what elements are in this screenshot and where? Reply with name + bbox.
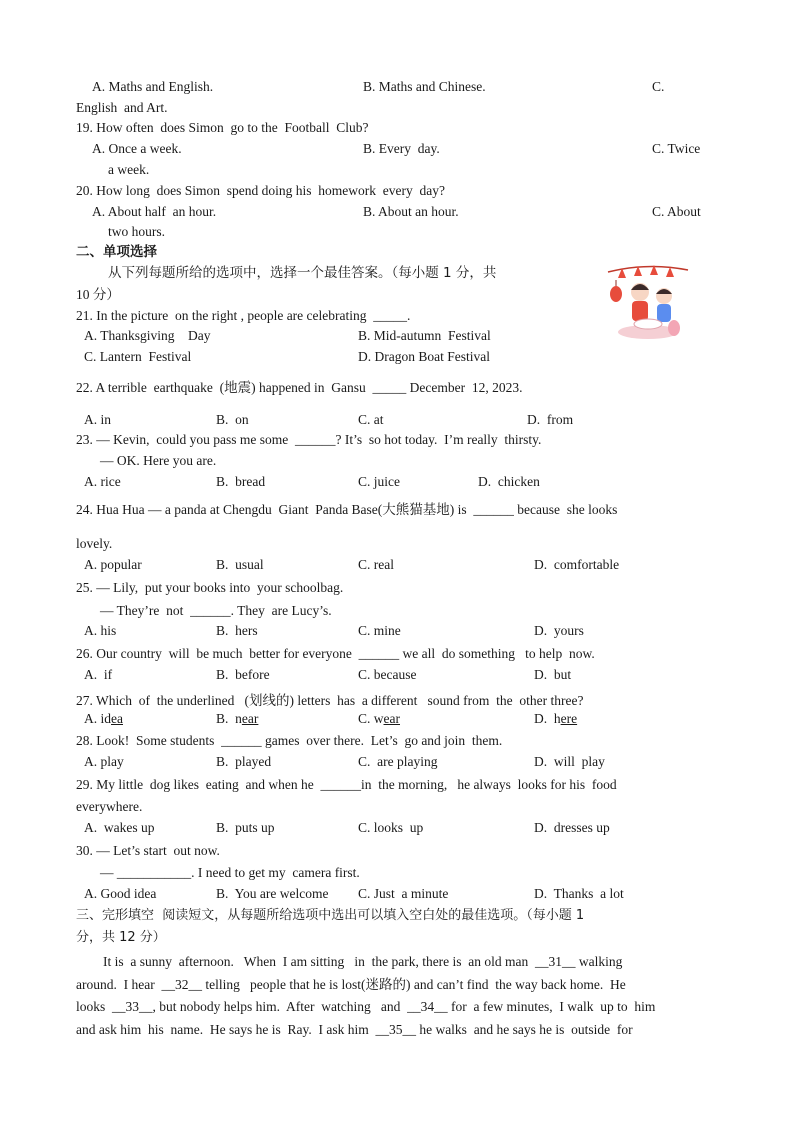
q26-option-d: D. but bbox=[534, 667, 572, 682]
q23-option-c: C. juice bbox=[358, 474, 400, 489]
q30-stem: 30. — Let’s start out now. bbox=[76, 843, 220, 858]
q29-option-d: D. dresses up bbox=[534, 820, 610, 835]
q29-option-b: B. puts up bbox=[216, 820, 275, 835]
q27-option-d-underlined: ere bbox=[560, 711, 578, 726]
q21-option-b: B. Mid-autumn Festival bbox=[358, 328, 491, 343]
blank-35: __35__ bbox=[375, 1022, 416, 1037]
q22-option-d: D. from bbox=[527, 412, 574, 427]
q18-option-c-cont: English and Art. bbox=[76, 100, 168, 115]
section-3-title: 三、完形填空 阅读短文，从每题所给选项中选出可以填入空白处的最佳选项。（每小题 1 bbox=[76, 908, 585, 923]
q27-option-d bbox=[534, 710, 577, 728]
q30-stem-reply: — ___________. I need to get my camera first. bbox=[100, 865, 360, 880]
q22-option-a: A. in bbox=[84, 412, 111, 427]
passage-line-2 bbox=[76, 976, 626, 994]
q24-option-a: A. popular bbox=[84, 557, 142, 572]
q21-stem: 21. In the picture on the right , people are celebrating _____. bbox=[76, 308, 411, 323]
blank-32: __32__ bbox=[161, 977, 202, 992]
q22-stem-cjk: 地震 bbox=[224, 380, 252, 396]
passage-line-1-pre: It is a sunny afternoon. When I am sitting in the park, there is an old man bbox=[103, 954, 536, 969]
passage-line-4 bbox=[76, 1021, 633, 1039]
q29-stem: 29. My little dog likes eating and when he ______in the morning, he always looks for his food bbox=[76, 777, 617, 792]
q22-stem-pre: 22. A terrible earthquake ( bbox=[76, 380, 225, 395]
q27-option-d-pre: D. h bbox=[534, 711, 561, 726]
q27-option-b-pre: B. n bbox=[216, 711, 242, 726]
q19-option-c: C. Twice bbox=[652, 141, 701, 156]
q26-option-c: C. because bbox=[358, 667, 417, 682]
q19-option-c-cont: a week. bbox=[108, 162, 150, 177]
passage-line-2-pre: around. I hear bbox=[76, 977, 162, 992]
q25-option-b: B. hers bbox=[216, 623, 258, 638]
q29-stem-cont: everywhere. bbox=[76, 799, 143, 814]
q27-stem-pre: 27. Which of the underlined ( bbox=[76, 693, 249, 708]
blank-31: __31__ bbox=[535, 954, 576, 969]
q24-option-b: B. usual bbox=[216, 557, 264, 572]
q23-option-a: A. rice bbox=[84, 474, 121, 489]
q27-stem-cjk: 划线的 bbox=[248, 693, 290, 709]
blank-33: __33__ bbox=[112, 999, 153, 1014]
q27-option-b-underlined: ear bbox=[241, 711, 259, 726]
passage-line-2-post: ) and can’t find the way back home. He bbox=[405, 977, 626, 992]
q22-stem bbox=[76, 379, 523, 397]
q27-option-c-pre: C. w bbox=[358, 711, 384, 726]
section-2-instructions: 从下列每题所给的选项中，选择一个最佳答案。（每小题 1 分，共 bbox=[108, 265, 497, 281]
passage-line-3 bbox=[76, 998, 655, 1016]
q22-option-c: C. at bbox=[358, 412, 384, 427]
q21-option-d: D. Dragon Boat Festival bbox=[358, 349, 490, 364]
blank-34: __34__ bbox=[407, 999, 448, 1014]
passage-line-4-pre: and ask him his name. He says he is Ray. I ask him bbox=[76, 1022, 376, 1037]
q24-stem-cjk: 大熊猫基地 bbox=[382, 502, 450, 518]
q20-option-a: A. About half an hour. bbox=[92, 204, 217, 219]
q27-option-b bbox=[216, 710, 258, 728]
q22-stem-post: ) happened in Gansu _____ December 12, 2023. bbox=[251, 380, 523, 395]
q21-option-a: A. Thanksgiving Day bbox=[84, 328, 211, 343]
q27-option-a-underlined: ea bbox=[111, 711, 123, 726]
q25-option-a: A. his bbox=[84, 623, 117, 638]
q30-option-d: D. Thanks a lot bbox=[534, 886, 624, 901]
q24-stem bbox=[76, 501, 617, 519]
q18-option-c: C. bbox=[652, 79, 665, 94]
q28-option-a: A. play bbox=[84, 754, 124, 769]
q21-option-c: C. Lantern Festival bbox=[84, 349, 192, 364]
q26-option-a: A. if bbox=[84, 667, 113, 682]
q29-option-a: A. wakes up bbox=[84, 820, 155, 835]
q25-stem: 25. — Lily, put your books into your schoolbag. bbox=[76, 580, 344, 595]
q30-option-c: C. Just a minute bbox=[358, 886, 449, 901]
passage-line-2-mid: telling people that he is lost( bbox=[201, 977, 366, 992]
q20-option-c: C. About bbox=[652, 204, 701, 219]
q25-option-d: D. yours bbox=[534, 623, 584, 638]
q18-option-b: B. Maths and Chinese. bbox=[363, 79, 486, 94]
passage-line-3-post: for a few minutes, I walk up to him bbox=[447, 999, 656, 1014]
q27-stem-post: ) letters has a different sound from the other three? bbox=[289, 693, 584, 708]
q27-stem bbox=[76, 692, 584, 710]
q27-option-c-underlined: ear bbox=[383, 711, 400, 726]
q28-option-d: D. will play bbox=[534, 754, 605, 769]
q23-option-d: D. chicken bbox=[478, 474, 540, 489]
section-2-instructions-cont: 10 分） bbox=[76, 287, 120, 302]
q30-option-a: A. Good idea bbox=[84, 886, 157, 901]
q22-option-b: B. on bbox=[216, 412, 249, 427]
q20-stem: 20. How long does Simon spend doing his homework every day? bbox=[76, 183, 445, 198]
passage-line-2-cjk: 迷路的 bbox=[365, 977, 406, 993]
festival-illustration bbox=[604, 258, 692, 342]
q23-stem-reply: — OK. Here you are. bbox=[100, 453, 217, 468]
q26-stem: 26. Our country will be much better for everyone ______ we all do something to help now. bbox=[76, 646, 595, 661]
q20-option-c-cont: two hours. bbox=[108, 224, 165, 239]
q27-option-c bbox=[358, 710, 400, 728]
q25-option-c: C. mine bbox=[358, 623, 401, 638]
q25-stem-reply: — They’re not ______. They are Lucy’s. bbox=[100, 603, 332, 618]
q26-option-b: B. before bbox=[216, 667, 270, 682]
q28-stem: 28. Look! Some students ______ games over there. Let’s go and join them. bbox=[76, 733, 503, 748]
q20-option-b: B. About an hour. bbox=[363, 204, 459, 219]
q24-stem-post: ) is ______ because she looks bbox=[449, 502, 618, 517]
passage-line-1 bbox=[103, 953, 622, 971]
q23-stem: 23. — Kevin, could you pass me some ______? It’s so hot today. I’m really thirsty. bbox=[76, 432, 542, 447]
q30-option-b: B. You are welcome bbox=[216, 886, 329, 901]
q23-option-b: B. bread bbox=[216, 474, 266, 489]
passage-line-3-pre: looks bbox=[76, 999, 113, 1014]
section-3-title-cont: 分，共 12 分） bbox=[76, 930, 166, 945]
passage-line-3-mid: , but nobody helps him. After watching and bbox=[152, 999, 408, 1014]
passage-line-1-post: walking bbox=[575, 954, 623, 969]
q19-option-a: A. Once a week. bbox=[92, 141, 182, 156]
section-2-title: 二、单项选择 bbox=[76, 244, 157, 260]
q28-option-b: B. played bbox=[216, 754, 272, 769]
q18-option-a: A. Maths and English. bbox=[92, 79, 214, 94]
q24-option-d: D. comfortable bbox=[534, 557, 620, 572]
q24-stem-pre: 24. Hua Hua — a panda at Chengdu Giant Panda Base( bbox=[76, 502, 383, 517]
q24-option-c: C. real bbox=[358, 557, 394, 572]
q27-option-a-pre: A. id bbox=[84, 711, 111, 726]
q24-stem-cont: lovely. bbox=[76, 536, 113, 551]
q29-option-c: C. looks up bbox=[358, 820, 424, 835]
q19-stem: 19. How often does Simon go to the Football Club? bbox=[76, 120, 369, 135]
passage-line-4-post: he walks and he says he is outside for bbox=[415, 1022, 633, 1037]
q27-option-a bbox=[84, 710, 123, 728]
q19-option-b: B. Every day. bbox=[363, 141, 440, 156]
q28-option-c: C. are playing bbox=[358, 754, 438, 769]
